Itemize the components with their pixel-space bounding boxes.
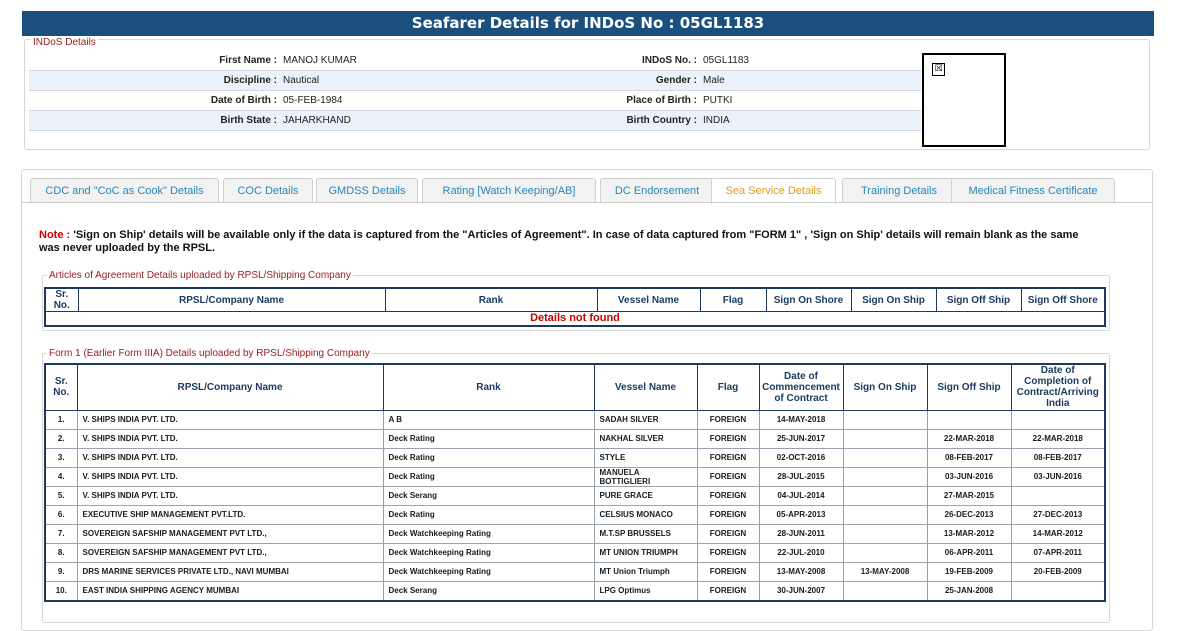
detail-row — [29, 111, 921, 131]
cell-sign-on-ship — [843, 467, 927, 486]
cell-sign-on-ship — [843, 486, 927, 505]
cell-vessel: M.T.SP BRUSSELS — [594, 524, 697, 543]
cell-sr-no: 10. — [45, 581, 77, 601]
articles-table — [44, 287, 1106, 327]
cell-sign-off-ship: 08-FEB-2017 — [927, 448, 1011, 467]
cell-vessel: NAKHAL SILVER — [594, 429, 697, 448]
cell-sign-on-ship — [843, 410, 927, 429]
birth-state-label: Birth State : — [29, 111, 279, 131]
indos-details-panel — [24, 39, 1150, 150]
seafarer-photo — [922, 53, 1006, 147]
cell-sr-no: 3. — [45, 448, 77, 467]
form1-legend: Form 1 (Earlier Form IIIA) Details uploaded by RPSL/Shipping Company — [49, 348, 370, 359]
table-row — [45, 543, 1105, 562]
cell-rank: Deck Rating — [383, 505, 594, 524]
cell-sign-on-ship — [843, 448, 927, 467]
cell-rank: Deck Rating — [383, 448, 594, 467]
cell-vessel: STYLE — [594, 448, 697, 467]
discipline-value: Nautical — [279, 71, 569, 91]
cell-completion: 03-JUN-2016 — [1011, 467, 1105, 486]
detail-row — [29, 71, 921, 91]
col-rank: Rank — [385, 288, 597, 312]
cell-flag: FOREIGN — [697, 448, 759, 467]
cell-sr-no: 9. — [45, 562, 77, 581]
table-row — [45, 505, 1105, 524]
place-of-birth-label: Place of Birth : — [569, 91, 699, 111]
cell-sr-no: 5. — [45, 486, 77, 505]
cell-vessel: CELSIUS MONACO — [594, 505, 697, 524]
col-sign-on-ship: Sign On Ship — [843, 364, 927, 410]
gender-value: Male — [699, 71, 921, 91]
cell-commencement: 02-OCT-2016 — [759, 448, 843, 467]
details-not-found: Details not found — [45, 312, 1105, 327]
cell-commencement: 30-JUN-2007 — [759, 581, 843, 601]
col-company: RPSL/Company Name — [78, 288, 385, 312]
articles-empty-row — [45, 312, 1105, 327]
cell-completion: 07-APR-2011 — [1011, 543, 1105, 562]
cell-flag: FOREIGN — [697, 581, 759, 601]
cell-company: V. SHIPS INDIA PVT. LTD. — [77, 486, 383, 505]
cell-sign-off-ship: 03-JUN-2016 — [927, 467, 1011, 486]
col-vessel: Vessel Name — [594, 364, 697, 410]
cell-vessel: MANUELA BOTTIGLIERI — [594, 467, 697, 486]
indos-details-table — [29, 51, 921, 131]
cell-flag: FOREIGN — [697, 467, 759, 486]
cell-rank: Deck Rating — [383, 429, 594, 448]
detail-row — [29, 51, 921, 71]
articles-legend: Articles of Agreement Details uploaded by RPSL/Shipping Company — [49, 270, 351, 281]
cell-completion: 08-FEB-2017 — [1011, 448, 1105, 467]
cell-rank: Deck Watchkeeping Rating — [383, 543, 594, 562]
col-sr-no: Sr. No. — [45, 364, 77, 410]
dob-value: 05-FEB-1984 — [279, 91, 569, 111]
cell-sr-no: 1. — [45, 410, 77, 429]
cell-vessel: LPG Optimus — [594, 581, 697, 601]
cell-company: SOVEREIGN SAFSHIP MANAGEMENT PVT LTD., — [77, 543, 383, 562]
indos-no-value: 05GL1183 — [699, 51, 921, 71]
page-title: Seafarer Details for INDoS No : 05GL1183 — [22, 11, 1154, 36]
col-sr-no: Sr. No. — [45, 288, 78, 312]
first-name-label: First Name : — [29, 51, 279, 71]
cell-company: V. SHIPS INDIA PVT. LTD. — [77, 448, 383, 467]
tab-rating-watch-keeping[interactable]: Rating [Watch Keeping/AB] — [422, 178, 596, 203]
indos-no-label: INDoS No. : — [569, 51, 699, 71]
cell-completion: 20-FEB-2009 — [1011, 562, 1105, 581]
table-row — [45, 467, 1105, 486]
cell-commencement: 28-JUL-2015 — [759, 467, 843, 486]
cell-commencement: 04-JUL-2014 — [759, 486, 843, 505]
cell-completion: 22-MAR-2018 — [1011, 429, 1105, 448]
cell-flag: FOREIGN — [697, 524, 759, 543]
cell-rank: Deck Watchkeeping Rating — [383, 524, 594, 543]
birth-country-label: Birth Country : — [569, 111, 699, 131]
cell-flag: FOREIGN — [697, 410, 759, 429]
cell-sign-off-ship: 27-MAR-2015 — [927, 486, 1011, 505]
cell-sign-on-ship — [843, 581, 927, 601]
cell-flag: FOREIGN — [697, 562, 759, 581]
cell-company: V. SHIPS INDIA PVT. LTD. — [77, 467, 383, 486]
cell-sign-off-ship: 19-FEB-2009 — [927, 562, 1011, 581]
cell-completion — [1011, 486, 1105, 505]
cell-sr-no: 4. — [45, 467, 77, 486]
cell-rank: Deck Serang — [383, 581, 594, 601]
col-commencement: Date of Commencement of Contract — [759, 364, 843, 410]
col-sign-on-ship: Sign On Ship — [851, 288, 936, 312]
col-sign-off-ship: Sign Off Ship — [927, 364, 1011, 410]
tab-coc-details[interactable]: COC Details — [223, 178, 313, 203]
cell-sign-on-ship — [843, 543, 927, 562]
cell-vessel: MT UNION TRIUMPH — [594, 543, 697, 562]
note-label: Note : — [39, 229, 71, 241]
col-sign-off-ship: Sign Off Ship — [936, 288, 1021, 312]
col-sign-on-shore: Sign On Shore — [766, 288, 851, 312]
form1-body — [45, 410, 1105, 601]
gender-label: Gender : — [569, 71, 699, 91]
cell-rank: A B — [383, 410, 594, 429]
cell-vessel: MT Union Triumph — [594, 562, 697, 581]
cell-commencement: 22-JUL-2010 — [759, 543, 843, 562]
cell-sign-off-ship: 26-DEC-2013 — [927, 505, 1011, 524]
cell-rank: Deck Serang — [383, 486, 594, 505]
articles-section — [42, 270, 1110, 331]
cell-company: EAST INDIA SHIPPING AGENCY MUMBAI — [77, 581, 383, 601]
cell-company: EXECUTIVE SHIP MANAGEMENT PVT.LTD. — [77, 505, 383, 524]
cell-completion — [1011, 581, 1105, 601]
tab-gmdss-details[interactable]: GMDSS Details — [316, 178, 418, 203]
tab-dc-endorsement[interactable]: DC Endorsement — [600, 178, 714, 203]
tab-training-details[interactable]: Training Details — [842, 178, 956, 203]
birth-country-value: INDIA — [699, 111, 921, 131]
first-name-value: MANOJ KUMAR — [279, 51, 569, 71]
cell-rank: Deck Watchkeeping Rating — [383, 562, 594, 581]
cell-sr-no: 2. — [45, 429, 77, 448]
cell-sr-no: 6. — [45, 505, 77, 524]
table-row — [45, 562, 1105, 581]
table-row — [45, 581, 1105, 601]
cell-flag: FOREIGN — [697, 486, 759, 505]
dob-label: Date of Birth : — [29, 91, 279, 111]
cell-commencement: 25-JUN-2017 — [759, 429, 843, 448]
tab-bar-divider — [22, 202, 1152, 203]
cell-sr-no: 7. — [45, 524, 77, 543]
cell-commencement: 28-JUN-2011 — [759, 524, 843, 543]
cell-sign-on-ship — [843, 429, 927, 448]
table-row — [45, 448, 1105, 467]
broken-image-icon: ☒ — [932, 63, 945, 76]
cell-sign-on-ship: 13-MAY-2008 — [843, 562, 927, 581]
cell-completion: 27-DEC-2013 — [1011, 505, 1105, 524]
col-vessel: Vessel Name — [597, 288, 700, 312]
cell-company: SOVEREIGN SAFSHIP MANAGEMENT PVT LTD., — [77, 524, 383, 543]
note-text: 'Sign on Ship' details will be available only if the data is captured from the "Articles of Agreement". In case of data captured from "FORM 1" , 'Sign on Ship' details will remain blank as the same was never uploaded by the RPSL. — [39, 229, 1079, 254]
cell-commencement: 05-APR-2013 — [759, 505, 843, 524]
cell-sign-on-ship — [843, 524, 927, 543]
form1-header-row — [45, 364, 1105, 410]
table-row — [45, 429, 1105, 448]
cell-sr-no: 8. — [45, 543, 77, 562]
cell-vessel: PURE GRACE — [594, 486, 697, 505]
cell-sign-off-ship: 13-MAR-2012 — [927, 524, 1011, 543]
table-row — [45, 410, 1105, 429]
table-row — [45, 524, 1105, 543]
cell-flag: FOREIGN — [697, 505, 759, 524]
cell-company: V. SHIPS INDIA PVT. LTD. — [77, 429, 383, 448]
tab-cdc-details[interactable]: CDC and "CoC as Cook" Details — [30, 178, 219, 203]
cell-company: DRS MARINE SERVICES PRIVATE LTD., NAVI MUMBAI — [77, 562, 383, 581]
form1-table — [44, 363, 1106, 602]
table-row — [45, 486, 1105, 505]
col-rank: Rank — [383, 364, 594, 410]
cell-vessel: SADAH SILVER — [594, 410, 697, 429]
col-flag: Flag — [700, 288, 766, 312]
cell-completion: 14-MAR-2012 — [1011, 524, 1105, 543]
col-sign-off-shore: Sign Off Shore — [1021, 288, 1105, 312]
details-tab-panel — [21, 169, 1153, 631]
cell-flag: FOREIGN — [697, 429, 759, 448]
cell-rank: Deck Rating — [383, 467, 594, 486]
form1-section — [42, 348, 1110, 623]
cell-sign-off-ship: 22-MAR-2018 — [927, 429, 1011, 448]
articles-header-row — [45, 288, 1105, 312]
cell-commencement: 14-MAY-2018 — [759, 410, 843, 429]
discipline-label: Discipline : — [29, 71, 279, 91]
cell-sign-off-ship: 25-JAN-2008 — [927, 581, 1011, 601]
detail-row — [29, 91, 921, 111]
indos-details-legend: INDoS Details — [33, 37, 96, 48]
col-completion: Date of Completion of Contract/Arriving India — [1011, 364, 1105, 410]
place-of-birth-value: PUTKI — [699, 91, 921, 111]
cell-sign-on-ship — [843, 505, 927, 524]
sign-on-note — [39, 229, 1099, 255]
cell-company: V. SHIPS INDIA PVT. LTD. — [77, 410, 383, 429]
tab-sea-service-details[interactable]: Sea Service Details — [711, 178, 836, 204]
cell-sign-off-ship: 06-APR-2011 — [927, 543, 1011, 562]
cell-sign-off-ship — [927, 410, 1011, 429]
cell-commencement: 13-MAY-2008 — [759, 562, 843, 581]
col-company: RPSL/Company Name — [77, 364, 383, 410]
tab-medical-fitness[interactable]: Medical Fitness Certificate — [951, 178, 1115, 203]
birth-state-value: JAHARKHAND — [279, 111, 569, 131]
cell-completion — [1011, 410, 1105, 429]
col-flag: Flag — [697, 364, 759, 410]
cell-flag: FOREIGN — [697, 543, 759, 562]
